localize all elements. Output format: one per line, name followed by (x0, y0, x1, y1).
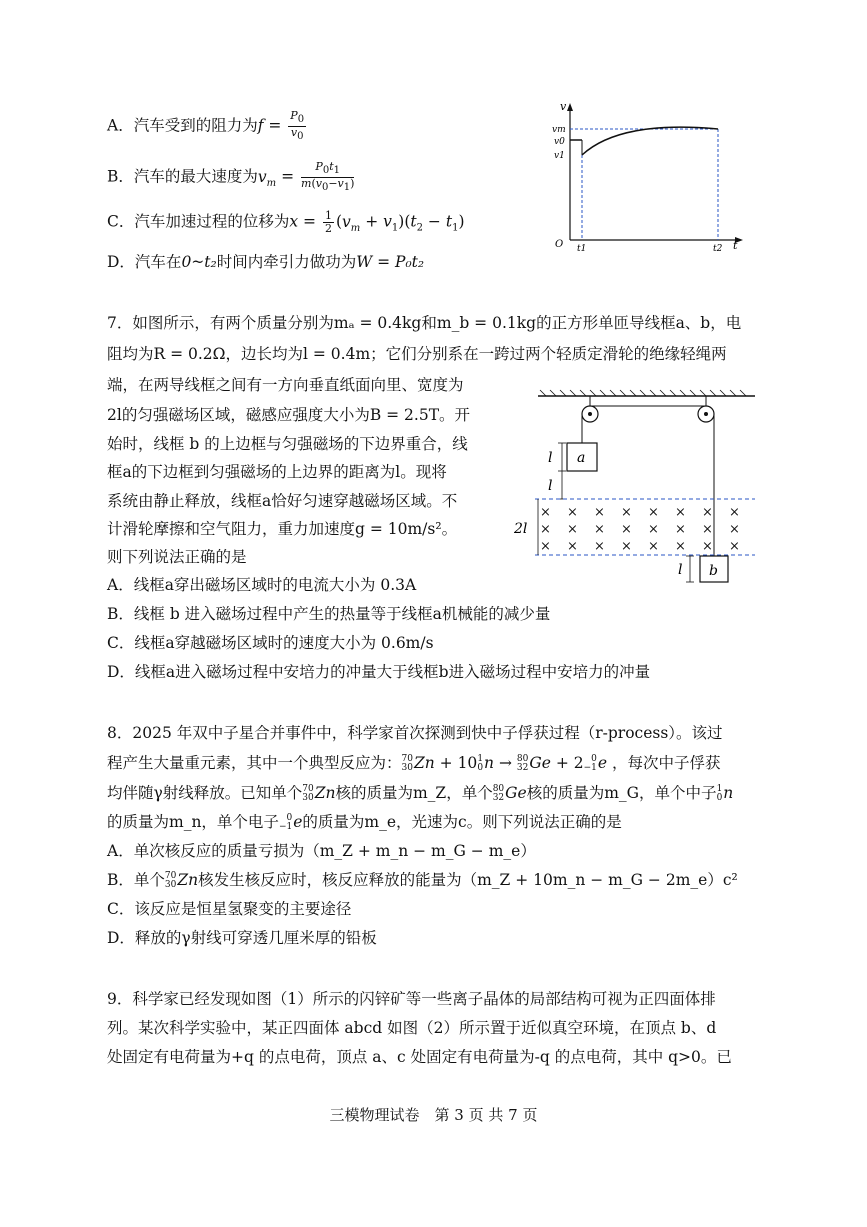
q6-option-c: C．汽车加速过程的位移为x = $\frac{1}{2}$ $(v_m + v_1)(t_2 - t_1)$ (107, 209, 465, 235)
svg-text:×: × (675, 539, 686, 554)
q7-option-d: D．线框a进入磁场过程中安培力的冲量大于线框b进入磁场过程中安培力的冲量 (107, 663, 651, 681)
q8-option-b: B．单个 70 30 Zn核发生核反应时，核反应释放的能量为（m_Z + 10m_n − m_G − 2m_e）c² (107, 871, 738, 890)
svg-text:×: × (702, 505, 713, 520)
q7-line-7: 系统由静止释放，线框a恰好匀速穿越磁场区域。不 (107, 492, 458, 510)
q8-line-2-suffix: ，每次中子俘获 (612, 754, 721, 772)
q8-line-2: 程产生大量重元素，其中一个典型反应为： 70 30 Zn + 10 1 0 n → 80 32 Ge + 2 0 −1 e ，每次中子俘获 (107, 754, 721, 773)
q8-line-1: 8．2025 年双中子星合并事件中，科学家首次探测到快中子俘获过程（r-process）。该过 (107, 724, 723, 742)
svg-text:×: × (567, 522, 578, 537)
svg-text:×: × (621, 505, 632, 520)
q7-mass-a: mₐ = 0.4kg (333, 314, 422, 332)
q8-line-2-prefix: 程产生大量重元素，其中一个典型反应为： (107, 754, 402, 772)
graph-label-v: v (560, 100, 567, 113)
magnetic-field-crosses (540, 505, 740, 554)
svg-text:×: × (540, 539, 551, 554)
q9-line-1: 9．科学家已经发现如图（1）所示的闪锌矿等一些离子晶体的局部结构可视为正四面体排 (107, 990, 716, 1008)
label-2l: 2l (514, 521, 528, 537)
q8-option-d: D．释放的γ射线可穿透几厘米厚的铅板 (107, 929, 377, 947)
q8-line-4a: 的质量为m_n，单个电子 (107, 813, 279, 831)
svg-text:×: × (729, 522, 740, 537)
q6-option-d-formula: W = P₀t₂ (356, 253, 425, 271)
q7-line-1 (107, 312, 741, 334)
q6-option-b-text: B．汽车的最大速度为 (107, 167, 258, 186)
svg-text:×: × (594, 539, 605, 554)
q7-line-2: 阻均为R = 0.2Ω，边长均为l = 0.4m；它们分别系在一跨过两个轻质定滑轮的绝缘轻绳两 (107, 345, 727, 363)
q8-line-3b: 核的质量为m_Z，单个 (335, 784, 493, 802)
q7-pulley-figure (510, 388, 760, 588)
q8-e: e (293, 813, 303, 831)
q7-line-6: 框a的下边框到匀强磁场的上边界的距离为l。现将 (107, 463, 447, 481)
svg-text:×: × (594, 505, 605, 520)
svg-text:×: × (540, 505, 551, 520)
graph-label-origin: O (555, 239, 564, 250)
q8-option-b-a: B．单个 (107, 871, 165, 889)
q8-option-c: C．该反应是恒星氢聚变的主要途径 (107, 900, 352, 918)
label-l-3: l (678, 562, 683, 578)
q9-line-3: 处固定有电荷量为+q 的点电荷，顶点 a、c 处固定有电荷量为-q 的点电荷，其中 q>0。已 (107, 1048, 732, 1066)
graph-label-t1: t1 (577, 244, 587, 254)
q6-option-b-fraction: $\frac{P_0t_1}{m(v_0-v_1)}$ (301, 160, 355, 194)
svg-text:×: × (675, 522, 686, 537)
svg-text:×: × (648, 522, 659, 537)
svg-text:×: × (621, 539, 632, 554)
q6-option-d-text: D．汽车在 (107, 253, 182, 271)
svg-text:×: × (702, 522, 713, 537)
q7-line-3: 端，在两导线框之间有一方向垂直纸面向里、宽度为 (107, 376, 464, 394)
label-l-2: l (548, 478, 553, 494)
q6-option-d (107, 251, 424, 273)
q7-line-1a: 7．如图所示，有两个质量分别为 (107, 314, 334, 332)
q7-and: 和 (421, 314, 437, 332)
page-footer: 三模物理试卷 第 3 页 共 7 页 (329, 1106, 538, 1124)
svg-text:×: × (729, 505, 740, 520)
q6-option-b: B．汽车的最大速度为$v_m$ = $\frac{P_0t_1}{m(v_0-v_1)}$ (107, 160, 355, 194)
svg-text:×: × (567, 505, 578, 520)
q6-option-a-text: A．汽车受到的阻力为 (107, 116, 258, 135)
svg-text:×: × (648, 505, 659, 520)
q7-option-c: C．线框a穿越磁场区域时的速度大小为 0.6m/s (107, 634, 434, 652)
q8-ge: Ge (505, 784, 527, 802)
label-l-1: l (548, 450, 553, 466)
svg-text:×: × (540, 522, 551, 537)
q6-option-c-text: C．汽车加速过程的位移为 (107, 212, 290, 231)
q7-line-5: 始时，线框 b 的上边框与匀强磁场的下边界重合，线 (107, 435, 468, 453)
q7-line-1b: 的正方形单匝导线框a、b，电 (536, 314, 742, 332)
q8-line-3a: 均伴随γ射线释放。已知单个 (107, 784, 303, 802)
graph-label-t2: t2 (713, 244, 723, 254)
q7-mass-b: m_b = 0.1kg (436, 314, 537, 332)
svg-text:×: × (702, 539, 713, 554)
q7-option-b: B．线框 b 进入磁场过程中产生的热量等于线框a机械能的减少量 (107, 605, 551, 623)
q8-line-3: 均伴随γ射线释放。已知单个 70 30 Zn核的质量为m_Z，单个 80 32 Ge核的质量为m_G，单个中子 1 0 n (107, 784, 734, 803)
q7-line-8: 计滑轮摩擦和空气阻力，重力加速度g = 10m/s²。 (107, 520, 458, 538)
svg-text:×: × (567, 539, 578, 554)
q7-line-4: 2l的匀强磁场区域，磁感应强度大小为B = 2.5T。开 (107, 406, 471, 424)
q6-vt-graph (550, 100, 750, 255)
q8-option-b-b: 核发生核反应时，核反应释放的能量为（m_Z + 10m_n − m_G − 2m_e）c² (198, 871, 738, 889)
frame-a-label: a (577, 450, 586, 466)
q8-n: n (723, 784, 734, 802)
q8-zn: Zn (314, 784, 336, 802)
q8-line-3c: 核的质量为m_G，单个中子 (526, 784, 717, 802)
q7-line-9: 则下列说法正确的是 (107, 548, 247, 566)
q6-option-a: A．汽车受到的阻力为f = $\frac{P_0}{v_0}$ (107, 109, 305, 143)
q8-line-4b: 的质量为m_e，光速为c。则下列说法正确的是 (302, 813, 622, 831)
svg-text:×: × (621, 522, 632, 537)
graph-label-t: t (733, 239, 738, 252)
q8-line-4: 的质量为m_n，单个电子 0 −1 e的质量为m_e，光速为c。则下列说法正确的是 (107, 813, 622, 832)
q6-option-c-fraction: $\frac{1}{2}$ (324, 209, 332, 235)
graph-label-v1: v1 (554, 151, 565, 161)
svg-text:×: × (648, 539, 659, 554)
graph-label-v0: v0 (554, 137, 565, 147)
q7-option-a: A．线框a穿出磁场区域时的电流大小为 0.3A (107, 576, 417, 594)
q6-option-d-range: 0~t₂ (181, 253, 217, 271)
q8-option-b-zn: Zn (177, 871, 199, 889)
q6-option-a-fraction: $\frac{P_0}{v_0}$ (290, 109, 305, 143)
q8-option-a: A．单次核反应的质量亏损为（m_Z + m_n − m_G − m_e） (107, 842, 536, 860)
svg-text:×: × (594, 522, 605, 537)
q9-line-2: 列。某次科学实验中，某正四面体 abcd 如图（2）所示置于近似真空环境，在顶点 b、d (107, 1019, 717, 1037)
q6-option-d-suffix: 时间内牵引力做功为 (216, 253, 357, 271)
graph-label-vm: vm (552, 125, 566, 135)
frame-b-label: b (709, 563, 718, 579)
svg-text:×: × (729, 539, 740, 554)
svg-text:×: × (675, 505, 686, 520)
